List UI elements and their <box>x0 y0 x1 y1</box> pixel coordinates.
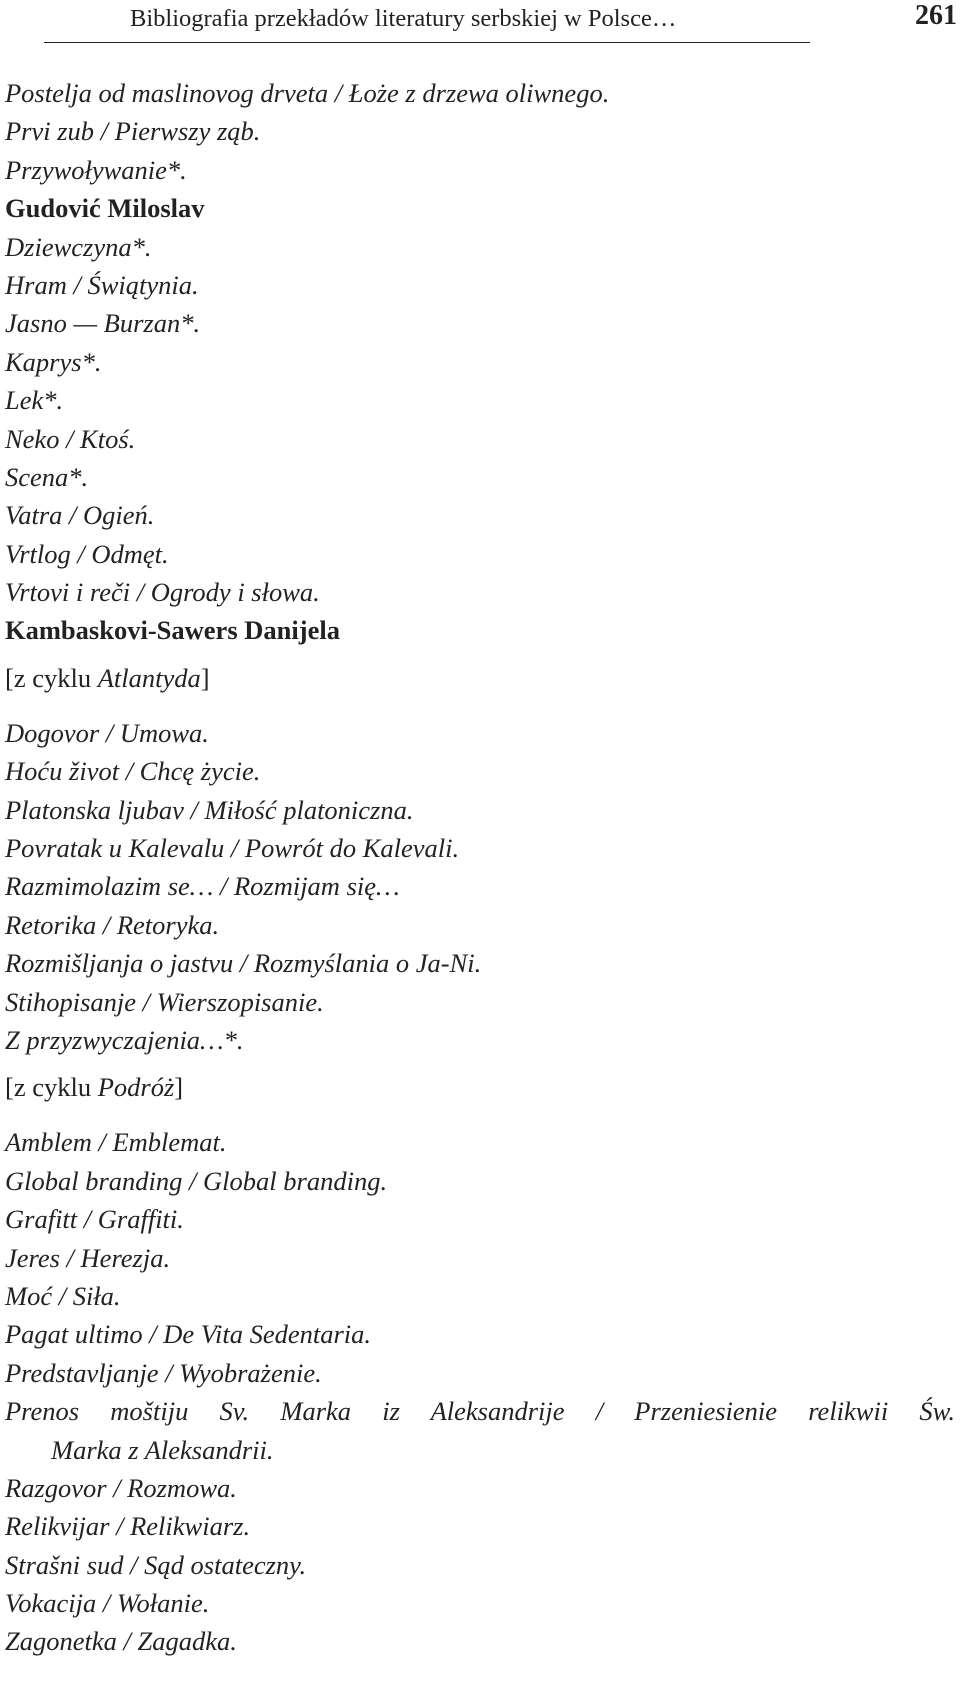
title-entry: Grafitt / Graffiti. <box>5 1204 184 1235</box>
title-entry: Stihopisanje / Wierszopisanie. <box>5 986 324 1017</box>
title-entry: Moć / Siła. <box>5 1280 121 1311</box>
cycle-prefix: [z cyklu <box>5 1072 98 1103</box>
title-entry: Zagonetka / Zagadka. <box>5 1626 237 1657</box>
title-entry-continuation: Marka z Aleksandrii. <box>51 1434 274 1465</box>
title-entry: Platonska ljubav / Miłość platoniczna. <box>5 794 414 825</box>
cycle-suffix: ] <box>200 662 210 693</box>
title-entry: Postelja od maslinovog drveta / Łoże z drzewa oliwnego. <box>5 78 610 108</box>
cycle-heading <box>5 1059 960 1123</box>
title-entry: Strašni sud / Sąd ostateczny. <box>5 1549 307 1580</box>
title-entry: Vokacija / Wołanie. <box>5 1588 210 1619</box>
page-number: 261 <box>915 0 957 31</box>
author-heading: Gudović Miloslav <box>5 193 205 224</box>
title-entry: Jasno — Burzan*. <box>5 308 201 339</box>
cycle-name: Podróż <box>97 1072 175 1103</box>
title-entry: Dziewczyna*. <box>5 231 152 262</box>
title-entry: Global branding / Global branding. <box>5 1165 388 1196</box>
title-entry: Neko / Ktoś. <box>5 423 136 454</box>
title-entry: Vrtovi i reči / Ogrody i słowa. <box>5 577 320 608</box>
title-entry: Hoću život / Chcę życie. <box>5 756 261 787</box>
page-header <box>44 0 810 43</box>
title-entry: Razmimolazim se… / Rozmijam się… <box>5 871 400 902</box>
title-entry: Lek*. <box>5 385 64 416</box>
title-entry: Amblem / Emblemat. <box>5 1127 227 1158</box>
running-title: Bibliografia przekładów literatury serbskiej w Polsce… <box>130 5 677 32</box>
cycle-heading <box>5 650 960 714</box>
title-entry: Relikvijar / Relikwiarz. <box>5 1511 251 1542</box>
cycle-suffix: ] <box>174 1072 184 1103</box>
title-entry: Z przyzwyczajenia…*. <box>5 1024 244 1055</box>
title-entry: Retorika / Retoryka. <box>5 909 220 940</box>
title-entry: Jeres / Herezja. <box>5 1242 171 1273</box>
title-entry: Razgovor / Rozmowa. <box>5 1472 237 1503</box>
title-entry: Dogovor / Umowa. <box>5 717 209 748</box>
title-entry: Rozmišljanja o jastvu / Rozmyślania o Ja-Ni. <box>5 948 482 979</box>
bibliography-list <box>5 74 960 1661</box>
title-entry: Vatra / Ogień. <box>5 500 155 531</box>
title-entry: Scena*. <box>5 461 89 492</box>
title-entry: Hram / Świątynia. <box>5 269 199 300</box>
cycle-prefix: [z cyklu <box>5 662 98 693</box>
title-entry: Vrtlog / Odmęt. <box>5 538 169 569</box>
title-entry: Pagat ultimo / De Vita Sedentaria. <box>5 1319 372 1350</box>
title-entry: Prvi zub / Pierwszy ząb. <box>5 116 261 147</box>
cycle-name: Atlantyda <box>97 662 201 693</box>
title-entry: Przywoływanie*. <box>5 154 187 185</box>
title-entry: Predstavljanje / Wyobrażenie. <box>5 1357 322 1388</box>
title-entry: Prenos moštiju Sv. Marka iz Aleksandrije / Przeniesienie relikwii Św. <box>5 1396 955 1427</box>
title-entry: Kaprys*. <box>5 346 102 377</box>
author-heading: Kambaskovi-Sawers Danijela <box>5 615 340 646</box>
title-entry: Povratak u Kalevalu / Powrót do Kalevali. <box>5 833 460 864</box>
